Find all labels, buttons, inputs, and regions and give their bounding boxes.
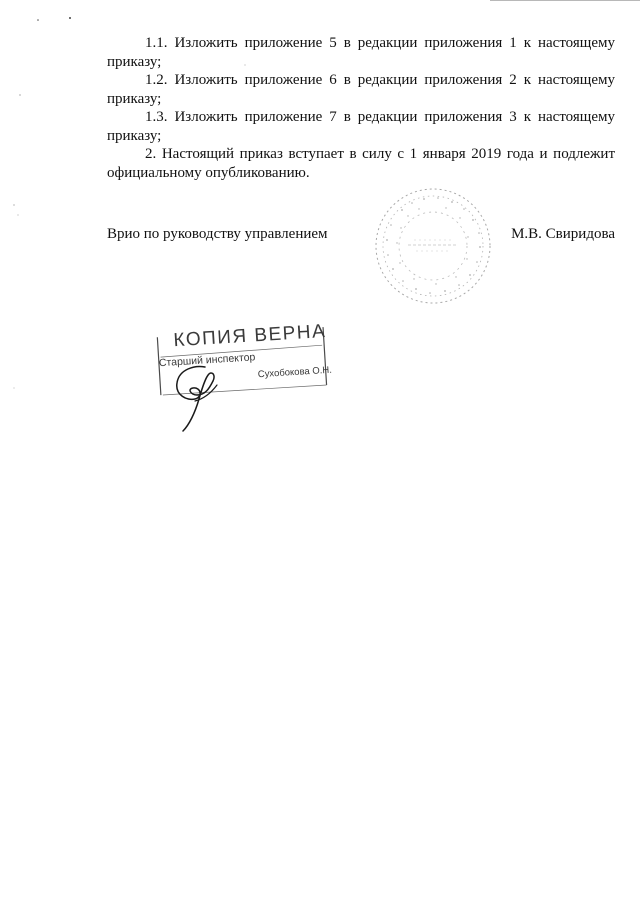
- signatory-title: Врио по руководству управлением: [107, 226, 328, 242]
- paragraph-1-1: 1.1. Изложить приложение 5 в редакции приложения 1 к настоящему приказу;: [107, 35, 615, 70]
- signatory-name: М.В. Свиридова: [511, 226, 615, 242]
- signature-block: [107, 226, 615, 246]
- order-body: [107, 34, 615, 182]
- stamp-person: Сухобокова О.Н.: [257, 364, 333, 381]
- stamp-heading: КОПИЯ ВЕРНА: [172, 320, 327, 352]
- paragraph-2: 2. Настоящий приказ вступает в силу с 1 января 2019 года и подлежит официальному опубликованию.: [107, 146, 615, 181]
- paragraph-1-3: 1.3. Изложить приложение 7 в редакции приложения 3 к настоящему приказу;: [107, 109, 615, 144]
- stamp-role: Старший инспектор: [158, 351, 256, 370]
- handwritten-signature: [165, 355, 235, 435]
- round-seal-image: [372, 185, 494, 307]
- paragraph-1-2: 1.2. Изложить приложение 6 в редакции приложения 2 к настоящему приказу;: [107, 72, 615, 107]
